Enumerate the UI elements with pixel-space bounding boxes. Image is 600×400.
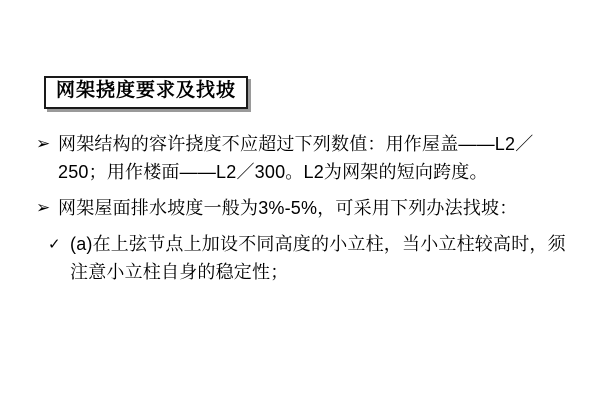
arrow-bullet-icon: ➢ <box>36 134 51 154</box>
list-item-text: 网架结构的容许挠度不应超过下列数值：用作屋盖——L2／250；用作楼面——L2／300。L2为网架的短向跨度。 <box>58 134 534 182</box>
page-title: 网架挠度要求及找坡 <box>56 80 237 101</box>
slide-title-box <box>44 76 248 109</box>
list-item <box>36 230 572 286</box>
check-bullet-icon: ✓ <box>48 235 61 253</box>
list-item <box>36 194 572 222</box>
arrow-bullet-icon: ➢ <box>36 198 51 218</box>
list-item-text: 网架屋面排水坡度一般为3%-5%，可采用下列办法找坡： <box>58 198 518 218</box>
list-item <box>36 130 572 186</box>
list-item-text: (a)在上弦节点上加设不同高度的小立柱，当小立柱较高时，须注意小立柱自身的稳定性； <box>70 234 566 282</box>
slide-body-list <box>36 130 572 294</box>
